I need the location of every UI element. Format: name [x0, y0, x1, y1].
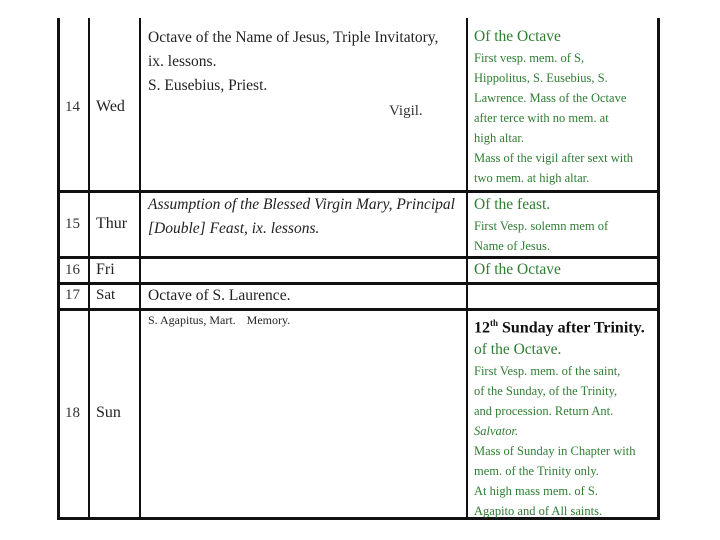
- note-line: First Vesp. solemn mem of: [474, 219, 609, 233]
- notes-title: of the Octave.: [474, 341, 562, 359]
- rubric-notes: [474, 26, 633, 188]
- row-divider: [57, 308, 660, 311]
- antiphon: Salvator.: [474, 424, 519, 439]
- day-number: 15: [65, 216, 80, 232]
- notes-title: Of the Octave: [474, 261, 561, 278]
- note-line: high altar.: [474, 131, 524, 145]
- note-line: Lawrence. Mass of the Octave: [474, 91, 627, 105]
- note-line: of the Sunday, of the Trinity,: [474, 384, 618, 399]
- note-line: mem. of the Trinity only.: [474, 464, 599, 479]
- note-line: First Vesp. mem. of the saint,: [474, 364, 621, 379]
- day-name: Sat: [96, 287, 116, 303]
- row-divider: [57, 256, 660, 259]
- office-line: Octave of the Name of Jesus, Triple Invitatory,: [148, 29, 439, 46]
- office-line: S. Eusebius, Priest.: [148, 77, 268, 94]
- note-line: and procession. Return Ant.: [474, 404, 614, 419]
- office-text: Octave of S. Laurence.: [148, 287, 291, 304]
- rubric-notes: [474, 312, 645, 521]
- sunday-heading: [474, 312, 645, 339]
- heading-text: Sunday after Trinity.: [498, 319, 645, 337]
- rubric-notes: [474, 194, 608, 256]
- column-divider: [139, 18, 141, 520]
- column-divider: [88, 18, 90, 520]
- day-number: 16: [65, 262, 80, 278]
- day-number: 18: [65, 405, 80, 421]
- office-line: Assumption of the Blessed Virgin Mary, Principal: [148, 196, 455, 213]
- notes-title: Of the Octave: [474, 28, 561, 45]
- heading-suffix: th: [490, 318, 499, 328]
- note-line: Mass of Sunday in Chapter with: [474, 444, 636, 459]
- day-number: 14: [65, 99, 80, 115]
- office-text: [148, 193, 455, 241]
- day-name: Wed: [96, 98, 125, 115]
- notes-title: Of the feast.: [474, 196, 551, 213]
- column-divider: [466, 18, 468, 520]
- day-number: 17: [65, 287, 80, 303]
- note-line: two mem. at high altar.: [474, 171, 590, 185]
- day-name: Sun: [96, 404, 121, 421]
- office-text: [148, 313, 290, 328]
- office-line: [Double] Feast, ix. lessons.: [148, 220, 320, 237]
- note-line: Hippolitus, S. Eusebius, S.: [474, 71, 608, 85]
- note-line: First vesp. mem. of S,: [474, 51, 585, 65]
- day-name: Thur: [96, 215, 128, 232]
- heading-number: 12: [474, 319, 490, 337]
- office-line: ix. lessons.: [148, 53, 217, 70]
- office-text: [148, 26, 438, 98]
- note-line: Agapito and of All saints.: [474, 504, 603, 519]
- note-line: after terce with no mem. at: [474, 111, 609, 125]
- note-line: At high mass mem. of S.: [474, 484, 598, 499]
- memory-label: Memory.: [246, 313, 291, 327]
- day-name: Fri: [96, 261, 115, 278]
- note-line: Mass of the vigil after sext with: [474, 151, 633, 165]
- vigil-label: Vigil.: [389, 103, 423, 119]
- memory-saint: S. Agapitus, Mart.: [148, 313, 236, 327]
- note-line: Name of Jesus.: [474, 239, 551, 253]
